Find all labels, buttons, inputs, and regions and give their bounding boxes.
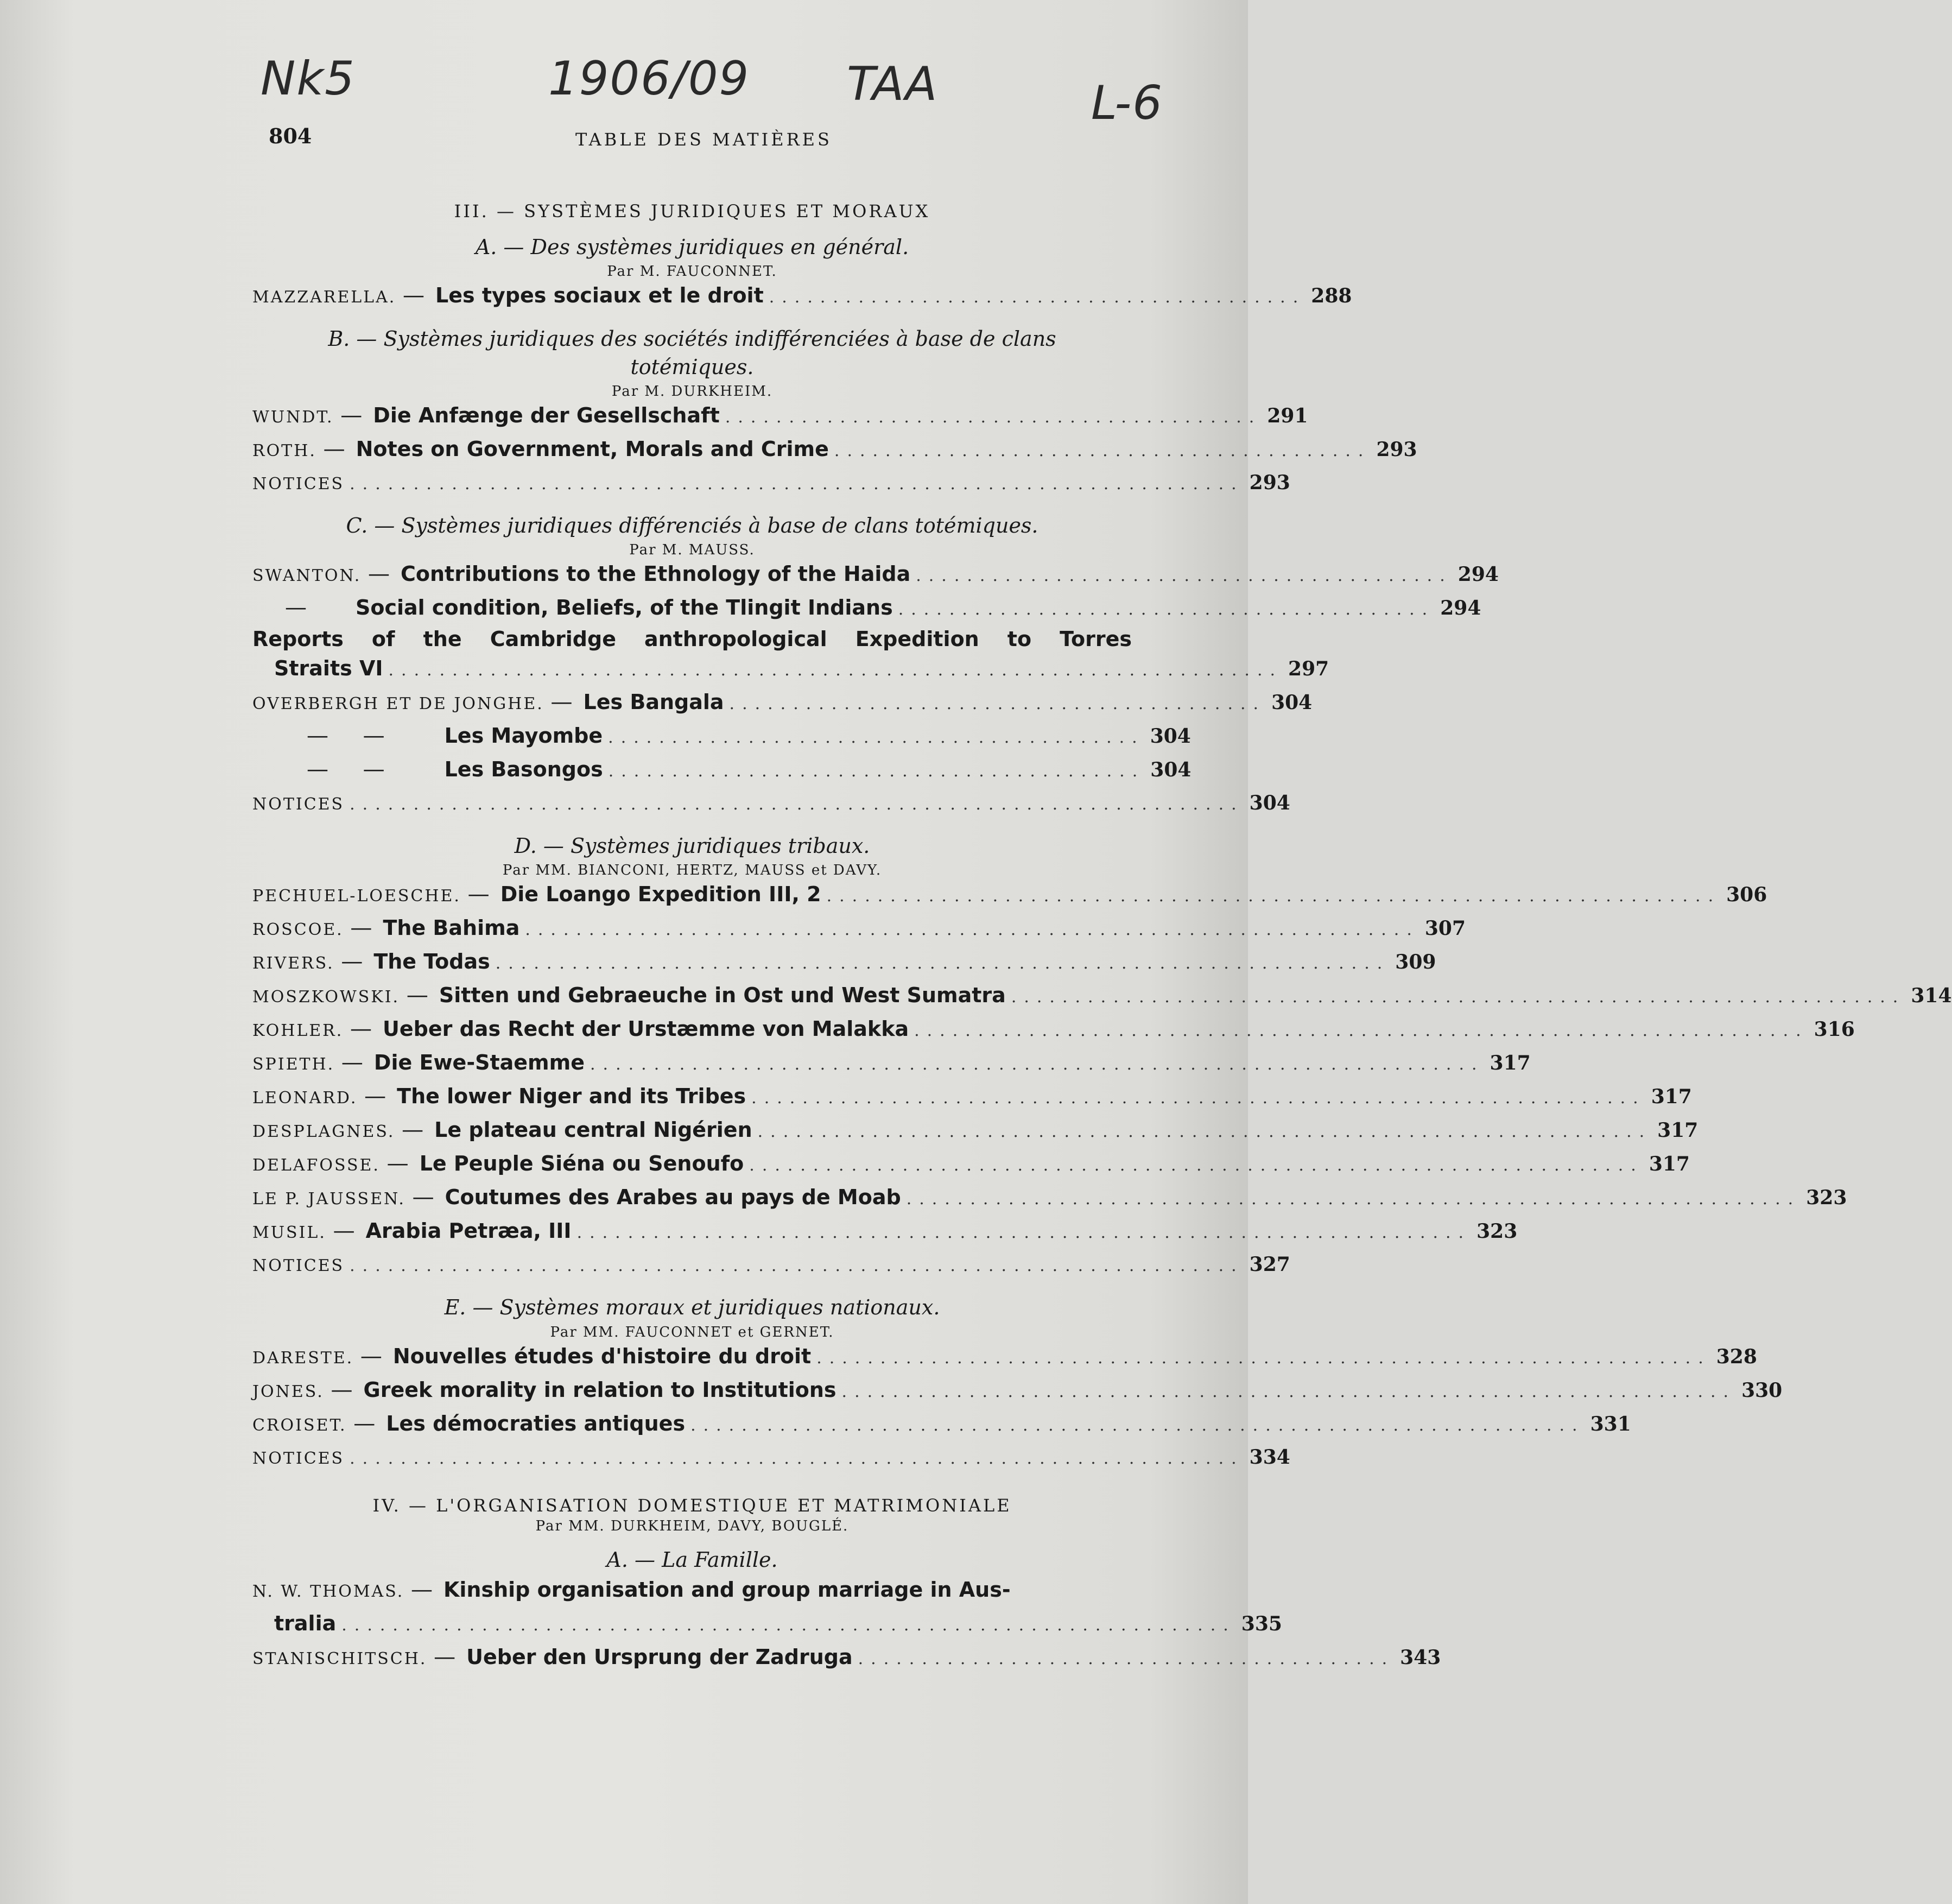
page-number: 804	[269, 124, 312, 148]
entry-author: OVERBERGH ET DE JONGHE.	[252, 694, 544, 714]
toc-entry[interactable]: NOTICES ...................................................................... 327	[252, 1249, 1132, 1282]
byline: Par M. FAUCONNET.	[607, 263, 777, 280]
toc-entry[interactable]: SPIETH. — Die Ewe-Staemme ...................................................................... 317	[252, 1047, 1132, 1080]
entry-author: MAZZARELLA.	[252, 288, 396, 307]
toc-entry-cont[interactable]: tralia ...................................................................... 335	[252, 1608, 1132, 1641]
toc-entry[interactable]: MOSZKOWSKI. — Sitten und Gebraeuche in Ost und West Sumatra ...................................................................... 314	[252, 979, 1132, 1013]
entry-title: tralia	[274, 1611, 337, 1636]
entry-page: 304	[1271, 691, 1313, 714]
handwritten-note-left: Nk5	[261, 52, 356, 106]
entry-page: 304	[1150, 725, 1191, 748]
subsection-heading: E. — Systèmes moraux et juridiques nationaux.	[444, 1295, 940, 1320]
entry-author: KOHLER.	[252, 1021, 344, 1041]
entry-title: Les démocraties antiques	[386, 1411, 686, 1435]
entry-title: Les Basongos	[444, 757, 603, 782]
entry-title: Straits VI	[274, 656, 383, 681]
entry-author: LE P. JAUSSEN.	[252, 1190, 405, 1209]
entry-title: The Bahima	[383, 916, 520, 940]
toc-entry[interactable]: — — Les Basongos .......................................... 304	[252, 754, 1132, 787]
entry-page: 309	[1395, 951, 1436, 974]
toc-entry[interactable]: KOHLER. — Ueber das Recht der Urstæmme von Malakka ...................................................................... 316	[252, 1013, 1132, 1047]
entry-author: DELAFOSSE.	[252, 1156, 380, 1175]
entry-page: 317	[1649, 1153, 1690, 1176]
entry-page: 317	[1490, 1052, 1531, 1075]
section-heading: III. — SYSTÈMES JURIDIQUES ET MORAUX	[454, 201, 930, 222]
entry-title: Ueber den Ursprung der Zadruga	[466, 1645, 853, 1669]
entry-page: 297	[1288, 657, 1329, 681]
toc-entry[interactable]: LE P. JAUSSEN. — Coutumes des Arabes au pays de Moab ...................................................................... 323	[252, 1181, 1132, 1215]
byline: Par M. DURKHEIM.	[611, 383, 773, 400]
entry-author: NOTICES	[252, 1448, 345, 1468]
entry-author: NOTICES	[252, 1256, 345, 1276]
entry-page: 330	[1741, 1378, 1783, 1402]
entry-title: Sitten und Gebraeuche in Ost und West Sumatra	[439, 983, 1006, 1008]
entry-author: MUSIL.	[252, 1223, 326, 1243]
entry-author: N. W. THOMAS.	[252, 1582, 404, 1602]
toc-entry[interactable]: ROTH. — Notes on Government, Morals and Crime .......................................... 293	[252, 433, 1132, 467]
entry-title: Ueber das Recht der Urstæmme von Malakka	[383, 1017, 909, 1041]
entry-author: CROISET.	[252, 1415, 347, 1435]
section-heading: IV. — L'ORGANISATION DOMESTIQUE ET MATRIMONIALE	[372, 1495, 1012, 1516]
entry-author: LEONARD.	[252, 1089, 358, 1108]
toc-entry-multiline[interactable]: Reports of the Cambridge anthropological Expedition to Torres	[252, 627, 1132, 651]
entry-title: Contributions to the Ethnology of the Haida	[401, 562, 911, 586]
byline: Par MM. BIANCONI, HERTZ, MAUSS et DAVY.	[502, 862, 882, 879]
entry-title: Social condition, Beliefs, of the Tlingit Indians	[356, 596, 893, 620]
subsection-heading-cont: totémiques.	[630, 355, 754, 379]
entry-author: STANISCHITSCH.	[252, 1649, 427, 1669]
toc-entry-multiline[interactable]: N. W. THOMAS. — Kinship organisation and group marriage in Aus-	[252, 1574, 1132, 1608]
ditto-dash: — —	[307, 723, 385, 749]
entry-page: 307	[1424, 917, 1466, 940]
handwritten-note-code: TAA	[847, 57, 939, 111]
entry-page: 293	[1249, 471, 1290, 494]
entry-page: 323	[1476, 1220, 1518, 1243]
subsection-heading: D. — Systèmes juridiques tribaux.	[514, 834, 870, 858]
entry-title: Greek morality in relation to Institutions	[363, 1377, 836, 1402]
toc-entry[interactable]: SWANTON. — Contributions to the Ethnology of the Haida .......................................... 294	[252, 558, 1132, 592]
entry-page: 316	[1814, 1018, 1855, 1041]
toc-entry[interactable]: WUNDT. — Die Anfænge der Gesellschaft .......................................... 291	[252, 400, 1132, 433]
entry-author: WUNDT.	[252, 407, 334, 427]
entry-page: 291	[1267, 404, 1308, 427]
handwritten-note-corner: L-6	[1091, 76, 1163, 130]
toc-entry[interactable]: NOTICES ...................................................................... 304	[252, 787, 1132, 820]
entry-title: Notes on Government, Morals and Crime	[356, 437, 829, 461]
entry-page: 317	[1651, 1085, 1692, 1109]
toc-entry[interactable]: MUSIL. — Arabia Petræa, III ...................................................................... 323	[252, 1215, 1132, 1249]
entry-title: Les Mayombe	[444, 724, 603, 748]
entry-page: 335	[1241, 1612, 1282, 1636]
byline: Par MM. FAUCONNET et GERNET.	[550, 1324, 834, 1340]
entry-page: 331	[1590, 1412, 1631, 1435]
entry-title: Le Peuple Siéna ou Senoufo	[419, 1152, 744, 1176]
entry-title: The lower Niger and its Tribes	[397, 1084, 746, 1109]
handwritten-note-date: 1906/09	[548, 52, 750, 106]
entry-author: JONES.	[252, 1382, 324, 1401]
entry-author: MOSZKOWSKI.	[252, 988, 400, 1007]
subsection-heading: A. — Des systèmes juridiques en général.	[475, 235, 909, 259]
entry-page: 327	[1249, 1253, 1290, 1276]
toc-entry[interactable]: NOTICES ...................................................................... 334	[252, 1441, 1132, 1475]
toc-entry[interactable]: OVERBERGH ET DE JONGHE. — Les Bangala .......................................... 304	[252, 686, 1132, 720]
entry-title: The Todas	[373, 950, 490, 974]
byline: Par MM. DURKHEIM, DAVY, BOUGLÉ.	[535, 1517, 849, 1534]
entry-page: 294	[1440, 597, 1481, 620]
toc-entry[interactable]: RIVERS. — The Todas ...................................................................... 309	[252, 946, 1132, 979]
entry-page: 293	[1376, 438, 1417, 461]
toc-entry[interactable]: MAZZARELLA. — Les types sociaux et le droit .......................................... 288	[252, 280, 1132, 313]
entry-author: ROTH.	[252, 441, 316, 460]
toc-entry[interactable]: JONES. — Greek morality in relation to Institutions ...................................................................... 330	[252, 1374, 1132, 1408]
entry-author: SWANTON.	[252, 566, 362, 586]
entry-author: NOTICES	[252, 795, 345, 814]
toc-entry[interactable]: STANISCHITSCH. — Ueber den Ursprung der Zadruga .......................................... 343	[252, 1641, 1132, 1675]
entry-page: 323	[1806, 1186, 1847, 1210]
entry-author: RIVERS.	[252, 954, 334, 973]
entry-page: 334	[1249, 1445, 1290, 1469]
table-of-contents	[252, 201, 1952, 1675]
toc-entry[interactable]: PECHUEL-LOESCHE. — Die Loango Expedition III, 2 ...................................................................... 306	[252, 878, 1132, 912]
entry-title: Arabia Petræa, III	[365, 1219, 572, 1243]
entry-page: 306	[1726, 883, 1767, 907]
toc-entry[interactable]: DESPLAGNES. — Le plateau central Nigérien ...................................................................... 317	[252, 1114, 1132, 1148]
toc-entry[interactable]: DELAFOSSE. — Le Peuple Siéna ou Senoufo ...................................................................... 317	[252, 1148, 1132, 1181]
subsection-heading: B. — Systèmes juridiques des sociétés indifférenciées à base de clans	[328, 327, 1056, 351]
entry-author: NOTICES	[252, 474, 345, 494]
subsection-heading: A. — La Famille.	[606, 1547, 778, 1572]
entry-author: DESPLAGNES.	[252, 1122, 395, 1142]
running-title: TABLE DES MATIÈRES	[575, 129, 832, 150]
entry-author: PECHUEL-LOESCHE.	[252, 887, 461, 906]
entry-author: SPIETH.	[252, 1055, 335, 1074]
entry-page: 304	[1150, 758, 1192, 782]
entry-page: 304	[1249, 792, 1290, 815]
entry-title: Les types sociaux et le droit	[435, 283, 764, 308]
entry-page: 288	[1311, 284, 1352, 308]
entry-author: ROSCOE.	[252, 920, 344, 940]
entry-title: Die Loango Expedition III, 2	[500, 882, 821, 907]
entry-page: 317	[1657, 1119, 1699, 1142]
entry-title: Die Ewe-Staemme	[373, 1051, 585, 1075]
entry-title: Coutumes des Arabes au pays de Moab	[445, 1185, 901, 1210]
entry-page: 343	[1400, 1646, 1441, 1669]
entry-title: Die Anfænge der Gesellschaft	[373, 403, 720, 427]
toc-entry[interactable]: — — Les Mayombe .......................................... 304	[252, 720, 1132, 754]
entry-title: Kinship organisation and group marriage in Aus-	[443, 1578, 1011, 1602]
entry-author: DARESTE.	[252, 1348, 354, 1368]
toc-entry[interactable]: ROSCOE. — The Bahima ...................................................................... 307	[252, 912, 1132, 946]
entry-title: Les Bangala	[583, 690, 724, 714]
ditto-dash: — —	[307, 757, 385, 782]
toc-entry[interactable]: NOTICES ...................................................................... 293	[252, 467, 1132, 500]
entry-title: Le plateau central Nigérien	[434, 1118, 752, 1142]
entry-page: 294	[1457, 563, 1499, 586]
ditto-dash: —	[285, 595, 307, 621]
toc-entries-e	[252, 1340, 1783, 1475]
toc-entry[interactable]: — Social condition, Beliefs, of the Tlingit Indians .......................................... 294	[252, 592, 1132, 625]
toc-entry-cont[interactable]: Straits VI ...................................................................... 297	[252, 653, 1132, 686]
toc-entry[interactable]: CROISET. — Les démocraties antiques ...................................................................... 331	[252, 1408, 1132, 1441]
toc-entry[interactable]: DARESTE. — Nouvelles études d'histoire du droit ...................................................................... 328	[252, 1340, 1132, 1374]
toc-entries-d	[252, 878, 1952, 1282]
subsection-heading: C. — Systèmes juridiques différenciés à base de clans totémiques.	[346, 513, 1038, 537]
toc-entry[interactable]: LEONARD. — The lower Niger and its Tribes ...................................................................... 317	[252, 1080, 1132, 1114]
entry-title: Nouvelles études d'histoire du droit	[392, 1344, 812, 1368]
byline: Par M. MAUSS.	[629, 542, 755, 559]
entry-page: 328	[1716, 1345, 1757, 1368]
entry-page: 314	[1911, 984, 1952, 1008]
